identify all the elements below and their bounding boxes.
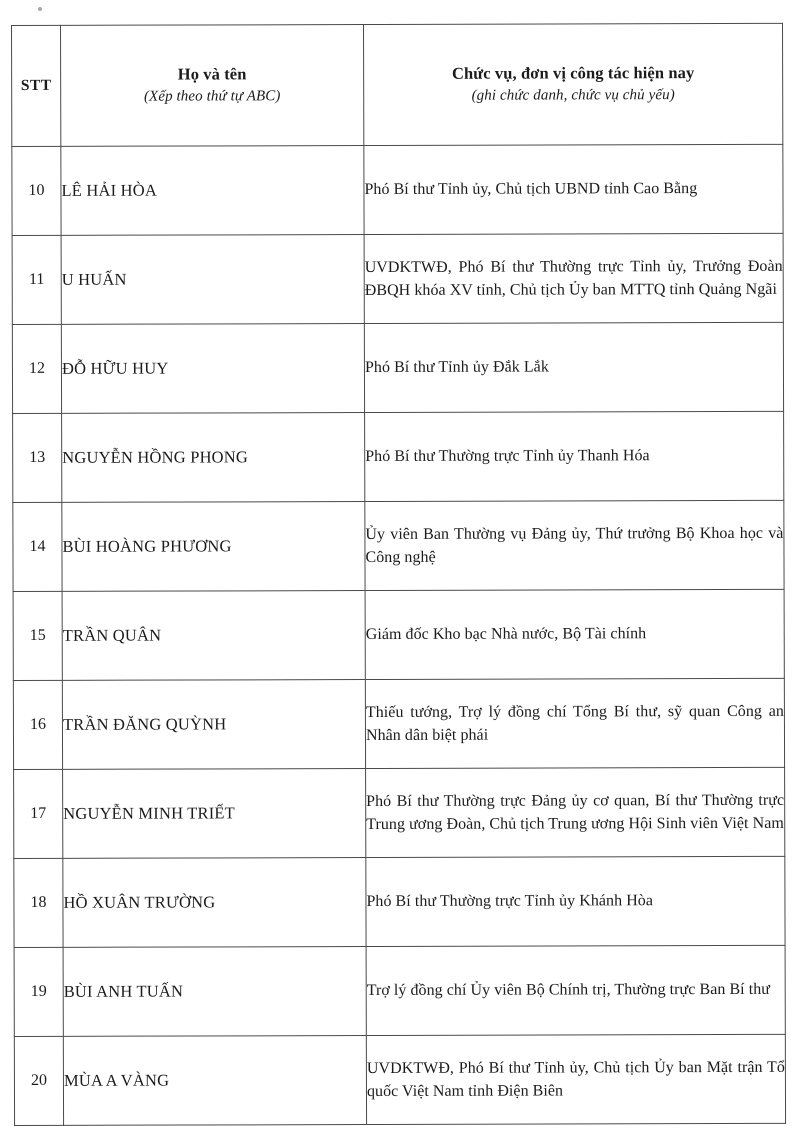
column-header-name-sub: (Xếp theo thứ tự ABC) xyxy=(143,88,281,105)
table-header xyxy=(12,23,783,146)
table-row xyxy=(14,856,785,947)
cell-name: BÙI HOÀNG PHƯƠNG xyxy=(62,502,365,592)
cell-name: BÙI ANH TUẤN xyxy=(63,947,366,1037)
cell-stt: 10 xyxy=(12,146,61,235)
cell-stt: 19 xyxy=(14,947,63,1036)
table-header-row xyxy=(12,23,783,146)
cell-name: MÙA A VÀNG xyxy=(63,1036,366,1126)
cell-stt: 14 xyxy=(13,502,62,591)
cell-name: TRẦN ĐĂNG QUỲNH xyxy=(62,680,365,770)
cell-stt: 15 xyxy=(13,591,62,680)
cell-name: U HUẤN xyxy=(61,235,364,325)
table-row xyxy=(13,500,784,591)
table-row xyxy=(12,144,783,235)
scan-artifact-speck xyxy=(38,7,42,11)
personnel-table xyxy=(11,23,786,1126)
cell-name: NGUYỄN MINH TRIẾT xyxy=(63,769,366,859)
table-row xyxy=(13,411,784,502)
cell-stt: 20 xyxy=(14,1036,63,1125)
column-header-role-sub: (ghi chức danh, chức vụ chủ yếu) xyxy=(471,87,675,104)
table-row xyxy=(13,678,784,769)
cell-role: UVDKTWĐ, Phó Bí thư Tỉnh ủy, Chủ tịch Ủy ban Mặt trận Tổ quốc Việt Nam tỉnh Điện Biên xyxy=(366,1034,785,1124)
cell-role: Giám đốc Kho bạc Nhà nước, Bộ Tài chính xyxy=(365,589,784,679)
cell-stt: 17 xyxy=(14,769,63,858)
table-row xyxy=(14,1034,785,1125)
cell-role: Phó Bí thư Tỉnh ủy, Chủ tịch UBND tỉnh Cao Bằng xyxy=(364,144,783,234)
table-row xyxy=(12,322,783,413)
cell-stt: 13 xyxy=(13,413,62,502)
cell-stt: 11 xyxy=(12,235,61,324)
column-header-name xyxy=(61,25,364,147)
cell-role: UVDKTWĐ, Phó Bí thư Thường trực Tỉnh ủy, Trưởng Đoàn ĐBQH khóa XV tỉnh, Chủ tịch Ủy ban MTTQ tỉnh Quảng Ngãi xyxy=(364,233,783,323)
cell-role: Phó Bí thư Thường trực Đảng ủy cơ quan, Bí thư Thường trực Trung ương Đoàn, Chủ tịch Trung ương Hội Sinh viên Việt Nam xyxy=(366,767,785,857)
column-header-stt: STT xyxy=(12,25,61,146)
table-row xyxy=(14,767,785,858)
cell-role: Thiếu tướng, Trợ lý đồng chí Tổng Bí thư, sỹ quan Công an Nhân dân biệt phái xyxy=(365,678,784,768)
column-header-role xyxy=(364,23,783,145)
cell-role: Phó Bí thư Thường trực Tỉnh ủy Thanh Hóa xyxy=(365,411,784,501)
cell-role: Trợ lý đồng chí Ủy viên Bộ Chính trị, Thường trực Ban Bí thư xyxy=(366,945,785,1035)
table-body xyxy=(12,144,786,1125)
cell-stt: 12 xyxy=(12,324,61,413)
cell-name: LÊ HẢI HÒA xyxy=(61,146,364,236)
table-row xyxy=(14,945,785,1036)
cell-name: ĐỖ HỮU HUY xyxy=(61,324,364,414)
column-header-name-main: Họ và tên xyxy=(177,64,247,84)
column-header-role-main: Chức vụ, đơn vị công tác hiện nay xyxy=(451,63,695,83)
cell-stt: 16 xyxy=(13,680,62,769)
cell-role: Phó Bí thư Thường trực Tỉnh ủy Khánh Hòa xyxy=(366,856,785,946)
cell-role: Ủy viên Ban Thường vụ Đảng ủy, Thứ trưởng Bộ Khoa học và Công nghệ xyxy=(365,500,784,590)
cell-name: NGUYỄN HỒNG PHONG xyxy=(62,413,365,503)
cell-name: TRẦN QUÂN xyxy=(62,591,365,681)
cell-name: HỒ XUÂN TRƯỜNG xyxy=(63,858,366,948)
cell-role: Phó Bí thư Tỉnh ủy Đắk Lắk xyxy=(364,322,783,412)
table-row xyxy=(13,589,784,680)
cell-stt: 18 xyxy=(14,858,63,947)
table-row xyxy=(12,233,783,324)
